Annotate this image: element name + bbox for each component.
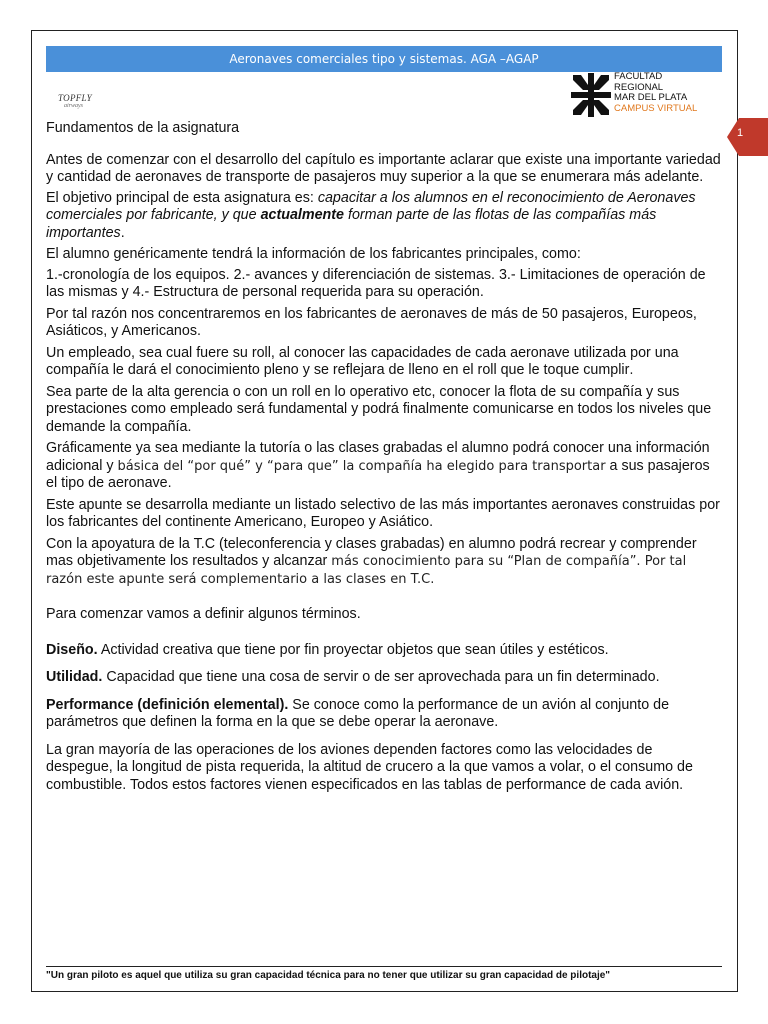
footer-quote: "Un gran piloto es aquel que utiliza su gran capacidad técnica para no tener que utilizar su gran capacidad de pilotaje" (46, 966, 722, 981)
utn-logo-text (614, 72, 697, 114)
paragraph-operations: La gran mayoría de las operaciones de los aviones dependen factores como las velocidades de despegue, la longitud de pista requerida, la altitud de crucero a la que vamos a volar, o el consumo de combustible. Todos estos factores vienen especificados en las tablas de performance de cada avión. (46, 741, 693, 793)
utn-line-2: REGIONAL (614, 81, 664, 93)
paragraph-focus: Por tal razón nos concentraremos en los fabricantes de aeronaves de más de 50 pasajeros, Europeos, Asiáticos, y Americanos. (46, 305, 697, 339)
definition-utility-term: Utilidad. (46, 669, 103, 685)
objective-italic-end: forman parte de las flotas de las compañías más importantes (46, 207, 657, 241)
definition-utility-text: Capacidad que tiene una cosa de servir o de ser aprovechada para un fin determinado. (102, 669, 660, 685)
document-header-title: Aeronaves comerciales tipo y sistemas. AGA –AGAP (229, 52, 539, 66)
utn-line-campus: CAMPUS VIRTUAL (614, 102, 698, 114)
graphics-text-a: Gráficamente ya sea mediante la tutoría o las clases grabadas el alumno podrá conocer una información adicional y (46, 440, 710, 474)
page-number-tab (727, 118, 768, 156)
teleconference-text-a: Con la apoyatura de la T.C (teleconferencia y clases grabadas) en alumno podrá recrear y comprender mas objetivamente los resultados y alcanzar (46, 535, 697, 569)
definition-performance-text: Se conoce como la performance de un avión al conjunto de parámetros que definen la forma en la que se debe operar la aeronave. (46, 696, 670, 730)
paragraph-definitions-intro: Para comenzar vamos a definir algunos términos. (46, 606, 361, 622)
teleconference-text-b: más conocimiento para su “Plan de compañía”. Por tal razón este apunte será complementario a las clases en T.C. (46, 554, 687, 587)
graphics-text-b: básica del “por qué” y “para que” la compañía ha elegido para transportar (117, 458, 606, 474)
definition-design-text: Actividad creativa que tiene por fin proyectar objetos que sean útiles y estéticos. (97, 641, 609, 658)
paragraph-employee (46, 345, 722, 380)
topfly-logo-text: TOPFLY (58, 93, 92, 103)
paragraph-manufacturers: El alumno genéricamente tendrá la información de los fabricantes principales, como: (46, 246, 581, 262)
paragraph-objective (46, 190, 722, 243)
paragraph-teleconference (46, 536, 722, 589)
paragraph-management: Sea parte de la alta gerencia o con un roll en lo operativo etc, conocer la flota de su compañía y sus prestaciones como empleado será fundamental y podrá finalmente comunicarse en todos los niveles que demande la compañía. (46, 383, 712, 435)
utn-line-3: MAR DEL PLATA (614, 92, 688, 103)
definition-performance (46, 697, 722, 732)
paragraph-listing: Este apunte se desarrolla mediante un listado selectivo de las más importantes aeronaves construidas por los fabricantes del continente Americano, Europeo y Asiático. (46, 496, 720, 530)
objective-period: . (120, 224, 125, 241)
topfly-logo (58, 93, 98, 115)
definition-performance-term: Performance (definición elemental). (46, 696, 289, 713)
document-body (46, 120, 722, 794)
employee-text: Un empleado, sea cual fuere su roll, al conocer las capacidades de cada aeronave utilizada por una compañía le dará el conocimiento pleno y se reflejara de lleno en el roll que le toque cumplir (46, 344, 679, 378)
paragraph-intro: Antes de comenzar con el desarrollo del capítulo es importante aclarar que existe una importante variedad y cantidad de aeronaves de transporte de pasajeros muy superior a la que se enumerara más adelante. (46, 151, 721, 185)
objective-italic: capacitar a los alumnos en el reconocimiento de Aeronaves comerciales por fabricante, y que (46, 189, 696, 223)
paragraph-topics-list: 1.-cronología de los equipos. 2.- avances y diferenciación de sistemas. 3.- Limitaciones de operación de las mismas y 4.- Estructura de personal requerida para su operación. (46, 266, 706, 300)
employee-period: . (629, 363, 634, 378)
graphics-text-c: a sus pasajeros el tipo de aeronave. (46, 457, 710, 491)
page-tab-shape (727, 118, 768, 156)
paragraph-graphics (46, 440, 722, 493)
section-subtitle: Fundamentos de la asignatura (46, 120, 240, 136)
page-number: 1 (737, 127, 744, 139)
utn-logo-icon (571, 73, 611, 117)
document-header-bar (46, 46, 722, 72)
objective-lead: El objetivo principal de esta asignatura es: (46, 189, 318, 206)
definition-design-term: Diseño. (46, 641, 98, 658)
utn-line-1: FACULTAD (614, 71, 663, 82)
definition-design (46, 642, 722, 660)
definition-utility (46, 669, 722, 687)
objective-emphasis: actualmente (260, 207, 344, 223)
topfly-logo-subtext: airways (64, 103, 84, 109)
